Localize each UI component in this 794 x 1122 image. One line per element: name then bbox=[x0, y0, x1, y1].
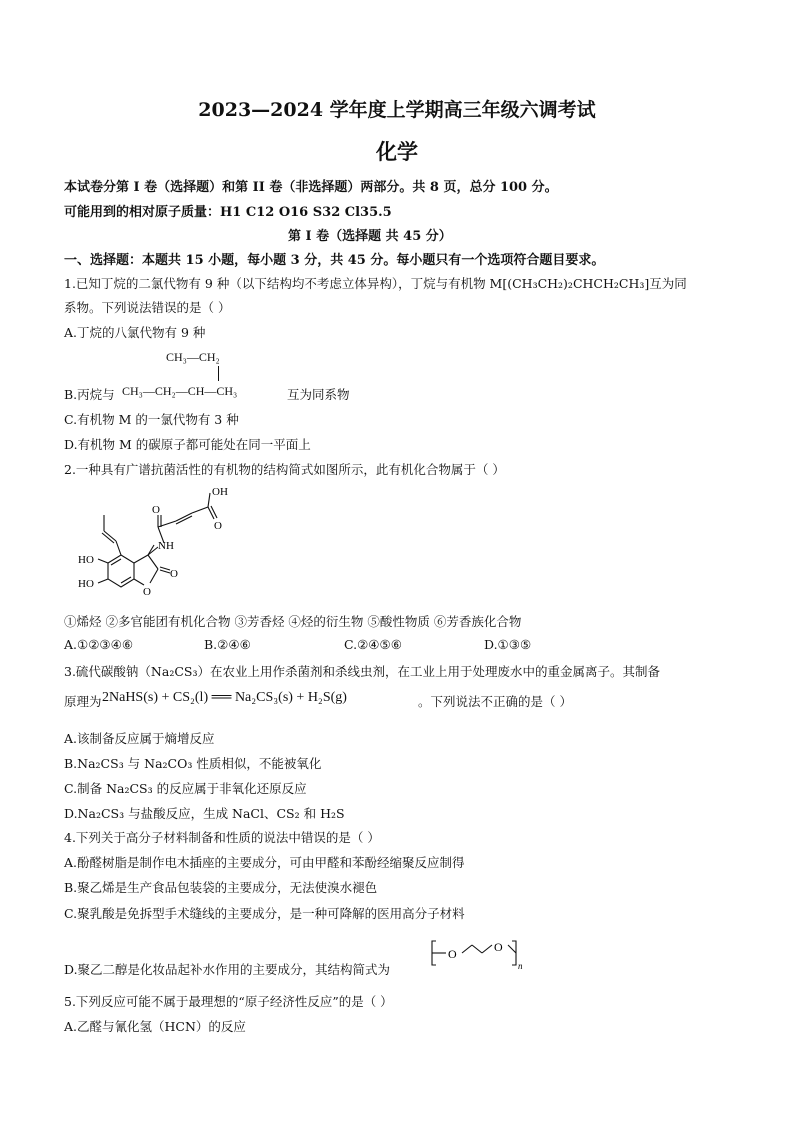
q4-option-c: C.聚乳酸是免拆型手术缝线的主要成分，是一种可降解的医用高分子材料 bbox=[64, 906, 465, 921]
q2-label-nh: NH bbox=[158, 540, 174, 552]
exam-title: 2023—2024 学年度上学期高三年级六调考试 bbox=[198, 99, 596, 121]
q1-option-d: D.有机物 M 的碳原子都可能处在同一平面上 bbox=[64, 437, 311, 452]
q2-label-o-ring: O bbox=[143, 586, 151, 598]
q1-option-b-prefix: B.丙烷与 bbox=[64, 387, 115, 402]
q4-peg-o-1: O bbox=[448, 947, 457, 961]
q3-stem-line-1: 3.硫代碳酸钠（Na₂CS₃）在农业上用作杀菌剂和杀线虫剂，在工业上用于处理废水中的重金属离子。其制备 bbox=[64, 664, 660, 679]
q2-option-b: B.②④⑥ bbox=[204, 637, 251, 652]
q3-option-c: C.制备 Na₂CS₃ 的反应属于非氧化还原反应 bbox=[64, 781, 307, 796]
q1-b-struct-bond bbox=[218, 366, 219, 381]
q1-b-struct-top: CH₃—CH₂ bbox=[166, 350, 220, 364]
q3-option-b: B.Na₂CS₃ 与 Na₂CO₃ 性质相似，不能被氧化 bbox=[64, 756, 322, 771]
q4-peg-structure bbox=[428, 935, 528, 971]
section-heading: 一、选择题：本题共 15 小题，每小题 3 分，共 45 分。每小题只有一个选项符合题目要求。 bbox=[64, 253, 605, 268]
q1-option-c: C.有机物 M 的一氯代物有 3 种 bbox=[64, 412, 239, 427]
q2-label-ho-1: HO bbox=[78, 554, 94, 566]
q1-stem-line-1: 1.已知丁烷的二氯代物有 9 种（以下结构均不考虑立体异构），丁烷与有机物 M[(CH₃CH₂)₂CHCH₂CH₃]互为同 bbox=[64, 276, 687, 291]
q2-structure-diagram bbox=[68, 485, 268, 603]
q4-option-d: D.聚乙二醇是化妆品起补水作用的主要成分，其结构简式为 bbox=[64, 962, 391, 977]
q4-option-b: B.聚乙烯是生产食品包装袋的主要成分，无法使溴水褪色 bbox=[64, 880, 378, 895]
intro-line-2: 可能用到的相对原子质量：H1 C12 O16 S32 Cl35.5 bbox=[64, 205, 392, 220]
q1-b-struct-bottom: CH₃—CH₂—CH—CH₃ bbox=[122, 384, 238, 398]
q1-stem-line-2: 系物。下列说法错误的是（ ） bbox=[64, 300, 231, 315]
q2-label-oh: OH bbox=[212, 486, 228, 498]
q3-equation: 2NaHS(s) + CS₂(l) ══ Na₂CS₃(s) + H₂S(g) bbox=[102, 690, 347, 705]
q2-option-c: C.②④⑤⑥ bbox=[344, 637, 402, 652]
q4-peg-n: n bbox=[518, 961, 523, 971]
q1-option-a: A.丁烷的八氯代物有 9 种 bbox=[64, 325, 206, 340]
q3-option-a: A.该制备反应属于熵增反应 bbox=[64, 731, 215, 746]
q2-label-o-2: O bbox=[214, 520, 222, 532]
q2-label-o-1: O bbox=[152, 504, 160, 516]
q1-option-b-suffix: 互为同系物 bbox=[287, 387, 350, 402]
q5-stem: 5.下列反应可能不属于最理想的“原子经济性反应”的是（ ） bbox=[64, 994, 393, 1009]
q2-items: ①烯烃 ②多官能团有机化合物 ③芳香烃 ④烃的衍生物 ⑤酸性物质 ⑥芳香族化合物 bbox=[64, 614, 522, 629]
q2-label-o-carbonyl: O bbox=[170, 568, 178, 580]
q4-peg-o-2: O bbox=[494, 940, 503, 954]
q3-stem-suffix: 。下列说法不正确的是（ ） bbox=[418, 694, 572, 709]
q4-stem: 4.下列关于高分子材料制备和性质的说法中错误的是（ ） bbox=[64, 830, 380, 845]
q5-option-a: A.乙醛与氰化氢（HCN）的反应 bbox=[64, 1019, 246, 1034]
intro-line-1: 本试卷分第 I 卷（选择题）和第 II 卷（非选择题）两部分。共 8 页，总分 100 分。 bbox=[64, 180, 558, 195]
q2-label-ho-2: HO bbox=[78, 578, 94, 590]
q3-stem-prefix: 原理为 bbox=[64, 694, 102, 709]
q3-option-d: D.Na₂CS₃ 与盐酸反应，生成 NaCl、CS₂ 和 H₂S bbox=[64, 806, 345, 821]
q2-option-a: A.①②③④⑥ bbox=[64, 637, 134, 652]
volume-title: 第 I 卷（选择题 共 45 分） bbox=[288, 229, 452, 244]
q4-option-a: A.酚醛树脂是制作电木插座的主要成分，可由甲醛和苯酚经缩聚反应制得 bbox=[64, 855, 465, 870]
q2-option-d: D.①③⑤ bbox=[484, 637, 532, 652]
subject-title: 化学 bbox=[376, 139, 418, 164]
q2-stem: 2.一种具有广谱抗菌活性的有机物的结构简式如图所示，此有机化合物属于（ ） bbox=[64, 462, 505, 477]
